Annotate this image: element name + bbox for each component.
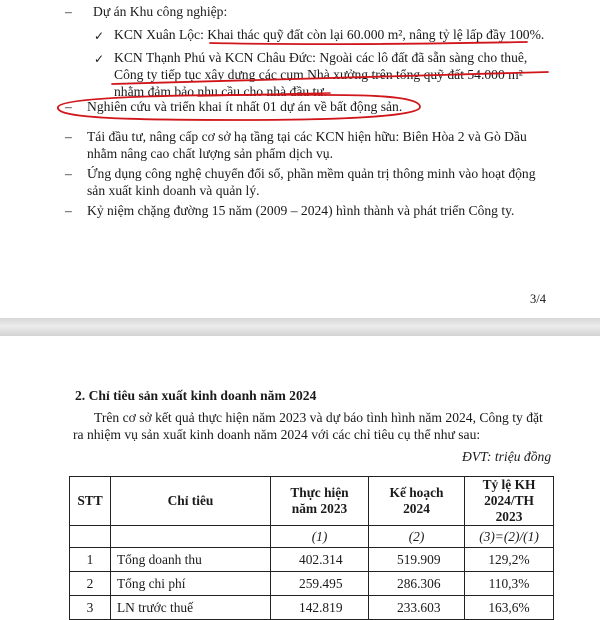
header-ratio: Tỷ lệ KH 2024/TH 2023 [465, 477, 554, 526]
table-cell-plan: 286.306 [369, 572, 465, 596]
unit-note: ĐVT: triệu đồng [462, 449, 552, 464]
table-cell: (1) [271, 526, 369, 548]
bullet-real-estate-project: Nghiên cứu và triển khai ít nhất 01 dự án về bất động sản. [87, 99, 403, 114]
bullet-digital-transformation-line-2: sản xuất kinh doanh và quản lý. [87, 183, 260, 198]
checkmark-icon: ✓ [94, 29, 105, 43]
bullet-digital-transformation-line-1: Ứng dụng công nghệ chuyển đổi số, phần mềm quản trị thông minh vào hoạt động [87, 166, 536, 181]
table-cell: (2) [369, 526, 465, 548]
section-title-business-targets-2024: 2. Chỉ tiêu sản xuất kinh doanh năm 2024 [75, 388, 317, 403]
table-cell-actual: 259.495 [271, 572, 369, 596]
table-index-row [70, 526, 554, 548]
table-cell [70, 526, 111, 548]
header-actual-2023: Thực hiện năm 2023 [271, 477, 369, 526]
table-cell-indicator: Tổng chi phí [111, 572, 271, 596]
table-header-row [70, 477, 554, 526]
sub-item-xuan-loc: KCN Xuân Lộc: Khai thác quỹ đất còn lại 60.000 m², nâng tỷ lệ lấp đầy 100%. [114, 27, 545, 42]
sub-item-thanh-phu-line-2: Công ty tiếp tục xây dựng các cụm Nhà xưởng trên tổng quỹ đất 54.000 m² [114, 67, 523, 82]
checkmark-icon: ✓ [94, 52, 105, 66]
intro-line-1: Trên cơ sở kết quả thực hiện năm 2023 và dự báo tình hình năm 2024, Công ty đặt [94, 410, 543, 425]
table-row [70, 572, 554, 596]
table-cell-ratio: 129,2% [465, 548, 554, 572]
table-cell-actual: 402.314 [271, 548, 369, 572]
bullet-reinvest-line-1: Tái đầu tư, nâng cấp cơ sở hạ tầng tại các KCN hiện hữu: Biên Hòa 2 và Gò Dầu [87, 129, 527, 144]
table-row [70, 548, 554, 572]
bullet-15-year-anniversary: Kỷ niệm chặng đường 15 năm (2009 – 2024) hình thành và phát triển Công ty. [87, 203, 515, 218]
table-cell-ratio: 110,3% [465, 572, 554, 596]
table-cell [111, 526, 271, 548]
dash-bullet: – [65, 129, 72, 144]
table-cell-actual: 142.819 [271, 596, 369, 620]
bullet-reinvest-line-2: nhằm nâng cao chất lượng sản phẩm dịch vụ. [87, 146, 333, 161]
document-page-4 [0, 336, 600, 615]
table-cell-stt: 2 [70, 572, 111, 596]
page-break-gap [0, 318, 600, 336]
table-cell-plan: 519.909 [369, 548, 465, 572]
sub-item-thanh-phu-line-3: nhằm đảm bảo nhu cầu cho nhà đầu tư. [114, 84, 328, 99]
header-indicator: Chỉ tiêu [111, 477, 271, 526]
table-cell-indicator: LN trước thuế [111, 596, 271, 620]
intro-line-2: ra nhiệm vụ sản xuất kinh doanh năm 2024 với các chỉ tiêu cụ thể như sau: [73, 427, 481, 442]
table-cell-stt: 1 [70, 548, 111, 572]
section-heading-industrial-park-projects: Dự án Khu công nghiệp: [93, 4, 228, 19]
sub-item-thanh-phu-line-1: KCN Thạnh Phú và KCN Châu Đức: Ngoài các lô đất đã sẵn sàng cho thuê, [114, 50, 528, 65]
table-cell-stt: 3 [70, 596, 111, 620]
dash-bullet: – [65, 203, 72, 218]
table-cell: (3)=(2)/(1) [465, 526, 554, 548]
table-row [70, 596, 554, 620]
header-plan-2024: Kế hoạch 2024 [369, 477, 465, 526]
table-cell-indicator: Tổng doanh thu [111, 548, 271, 572]
dash-bullet: – [65, 99, 72, 114]
dash-bullet: – [65, 166, 72, 181]
header-stt: STT [70, 477, 111, 526]
page-number: 3/4 [530, 292, 546, 306]
table-cell-ratio: 163,6% [465, 596, 554, 620]
dash-bullet: – [65, 4, 72, 19]
table-cell-plan: 233.603 [369, 596, 465, 620]
business-targets-table [69, 476, 554, 620]
